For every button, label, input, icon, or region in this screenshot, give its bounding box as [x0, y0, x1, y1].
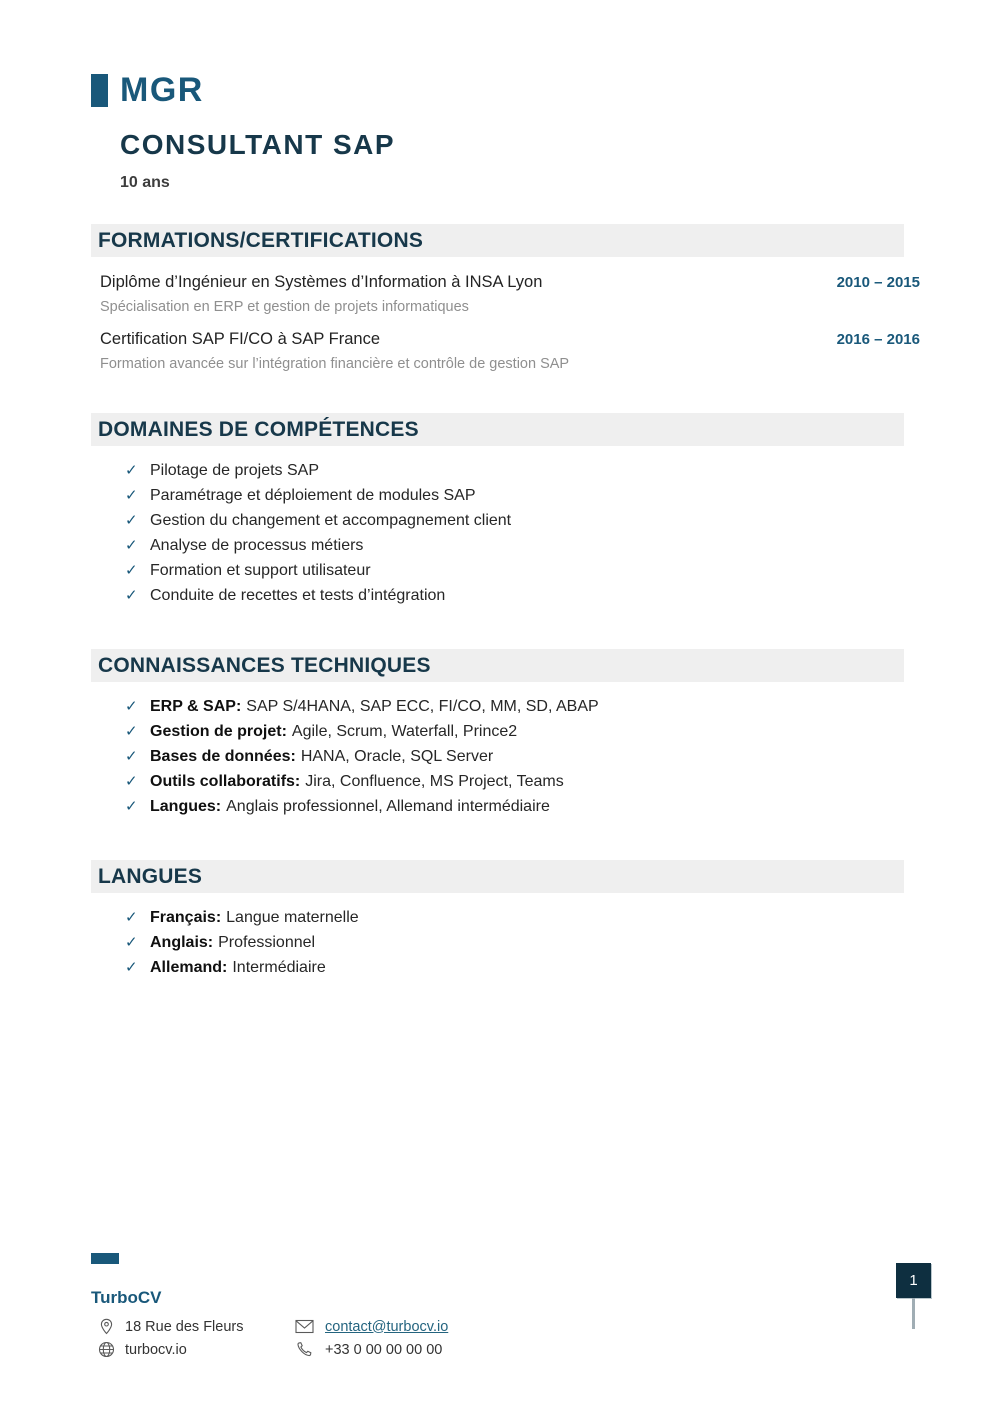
- section-domaines: [91, 413, 920, 608]
- footer-address: 18 Rue des Fleurs: [125, 1318, 244, 1335]
- check-icon: ✓: [125, 933, 138, 951]
- contact-block: [91, 1318, 571, 1358]
- sections: [91, 224, 920, 980]
- checklist-item-text: [150, 955, 326, 980]
- footer-website: turbocv.io: [125, 1341, 187, 1358]
- checklist-item: [91, 583, 920, 608]
- entry-subtitle: Formation avancée sur l’intégration financière et contrôle de gestion SAP: [100, 356, 570, 372]
- checklist-item-text: [150, 508, 511, 533]
- footer: [91, 1253, 920, 1358]
- checklist-item-value: Paramétrage et déploiement de modules SAP: [150, 487, 476, 504]
- checklist-item-text: [150, 905, 359, 930]
- section-title: CONNAISSANCES TECHNIQUES: [98, 653, 431, 677]
- checklist-item-value: Professionnel: [218, 934, 316, 951]
- checklist-item-text: [150, 769, 564, 794]
- checklist-item-text: [150, 558, 371, 583]
- checklist-item: [91, 694, 920, 719]
- footer-phone: +33 0 00 00 00 00: [325, 1341, 443, 1358]
- page-number-badge: 1: [896, 1263, 931, 1298]
- checklist-item-label: Langues:: [150, 798, 222, 815]
- accent-bar: [91, 74, 108, 107]
- checklist-item-value: Intermédiaire: [232, 959, 326, 976]
- section-title: FORMATIONS/CERTIFICATIONS: [98, 228, 424, 252]
- checklist-item-value: Agile, Scrum, Waterfall, Prince2: [291, 723, 518, 740]
- checklist-item-label: ERP & SAP:: [150, 698, 242, 715]
- footer-email-link[interactable]: contact@turbocv.io: [325, 1318, 449, 1335]
- checklist-item: [91, 508, 920, 533]
- checklist-item-text: [150, 533, 363, 558]
- check-icon: ✓: [125, 797, 138, 815]
- job-title: CONSULTANT SAP: [120, 129, 396, 160]
- education-entry: [91, 273, 920, 315]
- check-icon: ✓: [125, 958, 138, 976]
- checklist-item-text: [150, 458, 319, 483]
- checklist-item-label: Français:: [150, 909, 222, 926]
- checklist-item-value: HANA, Oracle, SQL Server: [300, 748, 494, 765]
- checklist-item: [91, 930, 920, 955]
- checklist-item: [91, 744, 920, 769]
- map-pin-icon: [96, 1318, 116, 1335]
- check-icon: ✓: [125, 486, 138, 504]
- experience-years: 10 ans: [120, 174, 170, 191]
- section-formations: [91, 224, 920, 372]
- check-icon: ✓: [125, 561, 138, 579]
- checklist-item-value: SAP S/4HANA, SAP ECC, FI/CO, MM, SD, ABAP: [246, 698, 599, 715]
- checklist-item-label: Outils collaboratifs:: [150, 773, 301, 790]
- checklist-item: [91, 458, 920, 483]
- checklist-item-value: Anglais professionnel, Allemand intermédiaire: [226, 798, 550, 815]
- checklist-item-text: [150, 794, 550, 819]
- footer-brand: TurboCV: [91, 1288, 162, 1307]
- checklist-item: [91, 558, 920, 583]
- checklist-item: [91, 533, 920, 558]
- checklist-item-label: Bases de données:: [150, 748, 296, 765]
- checklist-item-label: Anglais:: [150, 934, 214, 951]
- section-connaissances: [91, 649, 920, 819]
- checklist-item: [91, 483, 920, 508]
- checklist-item-value: Gestion du changement et accompagnement client: [150, 512, 512, 529]
- check-icon: ✓: [125, 908, 138, 926]
- check-icon: ✓: [125, 747, 138, 765]
- check-icon: ✓: [125, 697, 138, 715]
- section-header-bar: [91, 413, 904, 446]
- checklist: [91, 694, 920, 819]
- education-entries: [91, 273, 920, 372]
- checklist-item-value: Langue maternelle: [226, 909, 359, 926]
- entry-title: Certification SAP FI/CO à SAP France: [100, 330, 381, 348]
- page-badge-line: [912, 1298, 915, 1329]
- checklist: [91, 905, 920, 980]
- check-icon: ✓: [125, 461, 138, 479]
- phone-icon: [292, 1341, 316, 1358]
- section-header-bar: [91, 649, 904, 682]
- entry-title: Diplôme d’Ingénieur en Systèmes d’Information à INSA Lyon: [100, 273, 543, 291]
- checklist-item-label: Allemand:: [150, 959, 228, 976]
- section-title: DOMAINES DE COMPÉTENCES: [98, 417, 419, 441]
- check-icon: ✓: [125, 772, 138, 790]
- checklist-item-text: [150, 930, 315, 955]
- checklist-item-label: Gestion de projet:: [150, 723, 287, 740]
- cv-header: [91, 71, 395, 192]
- checklist-item: [91, 905, 920, 930]
- checklist-item-value: Pilotage de projets SAP: [150, 462, 319, 479]
- checklist-item-text: [150, 694, 599, 719]
- entry-header: [91, 330, 920, 349]
- section-header-bar: [91, 860, 904, 893]
- entry-subtitle: Spécialisation en ERP et gestion de projets informatiques: [100, 299, 469, 315]
- check-icon: ✓: [125, 722, 138, 740]
- check-icon: ✓: [125, 536, 138, 554]
- checklist-item: [91, 955, 920, 980]
- globe-icon: [96, 1341, 116, 1358]
- checklist-item-value: Analyse de processus métiers: [150, 537, 364, 554]
- checklist-item-value: Conduite de recettes et tests d’intégration: [150, 587, 446, 604]
- entry-header: [91, 273, 920, 292]
- checklist-item-text: [150, 719, 517, 744]
- envelope-icon: [292, 1319, 316, 1334]
- section-title: LANGUES: [98, 864, 203, 888]
- candidate-initials: MGR: [120, 71, 204, 109]
- section-langues: [91, 860, 920, 980]
- checklist-item: [91, 794, 920, 819]
- checklist-item-text: [150, 583, 445, 608]
- entry-dates: 2010 – 2015: [836, 274, 920, 291]
- entry-dates: 2016 – 2016: [836, 331, 920, 348]
- check-icon: ✓: [125, 586, 138, 604]
- checklist: [91, 458, 920, 608]
- checklist-item: [91, 769, 920, 794]
- checklist-item-text: [150, 744, 493, 769]
- checklist-item-text: [150, 483, 476, 508]
- checklist-item: [91, 719, 920, 744]
- footer-accent-mark: [91, 1253, 119, 1264]
- check-icon: ✓: [125, 511, 138, 529]
- education-entry: [91, 330, 920, 372]
- checklist-item-value: Jira, Confluence, MS Project, Teams: [305, 773, 564, 790]
- section-header-bar: [91, 224, 904, 257]
- checklist-item-value: Formation et support utilisateur: [150, 562, 371, 579]
